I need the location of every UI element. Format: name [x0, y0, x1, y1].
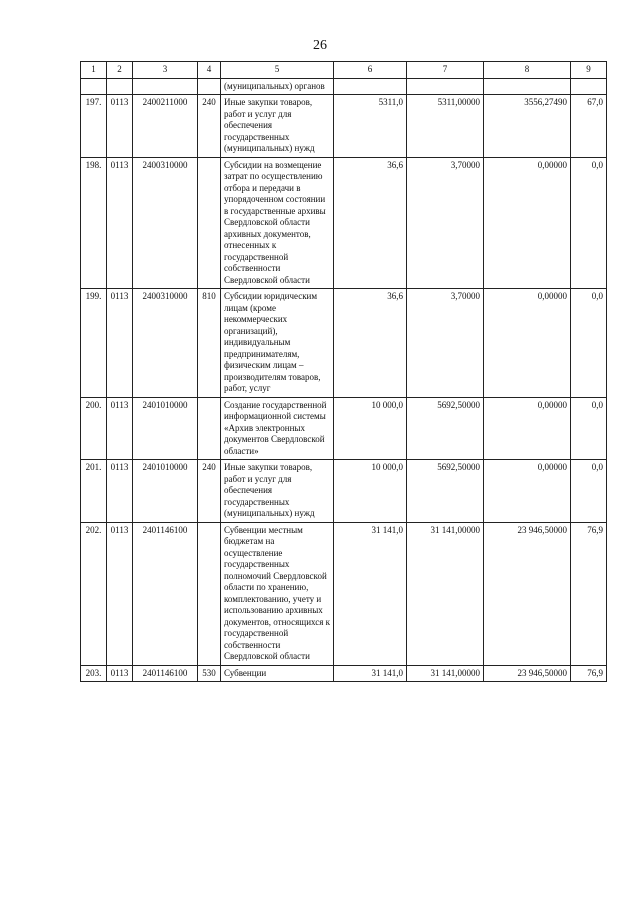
- expense-type-cell: [198, 157, 221, 289]
- plan-amount-cell: 5692,50000: [407, 397, 484, 460]
- executed-amount-cell: 0,00000: [484, 289, 571, 398]
- row-number-cell: 202.: [81, 522, 107, 665]
- value-cell: [571, 78, 607, 95]
- table-row: [81, 460, 607, 523]
- table-row: [81, 397, 607, 460]
- section-code-cell: 0113: [107, 522, 133, 665]
- execution-percent-cell: 0,0: [571, 289, 607, 398]
- section-code-cell: 0113: [107, 157, 133, 289]
- plan-amount-cell: 3,70000: [407, 157, 484, 289]
- column-header: 7: [407, 62, 484, 79]
- row-number-cell: [81, 78, 107, 95]
- page-number: 26: [313, 38, 327, 53]
- continuation-row: [81, 78, 607, 95]
- expense-type-cell: [198, 522, 221, 665]
- target-article-cell: 2400310000: [133, 289, 198, 398]
- executed-amount-cell: 0,00000: [484, 157, 571, 289]
- expense-type-cell: [198, 397, 221, 460]
- target-article-cell: 2401146100: [133, 522, 198, 665]
- executed-amount-cell: 3556,27490: [484, 95, 571, 158]
- table-row: [81, 665, 607, 682]
- target-article-cell: 2401146100: [133, 665, 198, 682]
- plan-amount-cell: 3,70000: [407, 289, 484, 398]
- name-cell: Субсидии юридическим лицам (кроме некоммерческих организаций), индивидуальным предпринимателям, физическим лицам – производителям товаров, работ, услуг: [221, 289, 334, 398]
- column-header: 2: [107, 62, 133, 79]
- name-cell: Иные закупки товаров, работ и услуг для обеспечения государственных (муниципальных) нужд: [221, 460, 334, 523]
- target-article-cell: 2400211000: [133, 95, 198, 158]
- name-cell: Иные закупки товаров, работ и услуг для обеспечения государственных (муниципальных) нужд: [221, 95, 334, 158]
- execution-percent-cell: 76,9: [571, 665, 607, 682]
- execution-percent-cell: 76,9: [571, 522, 607, 665]
- approved-amount-cell: 10 000,0: [334, 460, 407, 523]
- value-cell: [407, 78, 484, 95]
- executed-amount-cell: 0,00000: [484, 397, 571, 460]
- executed-amount-cell: 23 946,50000: [484, 665, 571, 682]
- column-header: 5: [221, 62, 334, 79]
- header-row: [81, 62, 607, 79]
- execution-percent-cell: 67,0: [571, 95, 607, 158]
- column-header: 6: [334, 62, 407, 79]
- approved-amount-cell: 36,6: [334, 289, 407, 398]
- table-row: [81, 157, 607, 289]
- approved-amount-cell: 36,6: [334, 157, 407, 289]
- column-header: 4: [198, 62, 221, 79]
- value-cell: [484, 78, 571, 95]
- table-row: [81, 289, 607, 398]
- name-cell: Субсидии на возмещение затрат по осуществлению отбора и передачи в упорядоченном состоянии в государственные архивы Свердловской области архивных документов, отнесенных к государственной собственности Свердловской области: [221, 157, 334, 289]
- row-number-cell: 199.: [81, 289, 107, 398]
- expense-type-cell: 240: [198, 95, 221, 158]
- section-code-cell: 0113: [107, 665, 133, 682]
- execution-percent-cell: 0,0: [571, 460, 607, 523]
- plan-amount-cell: 31 141,00000: [407, 522, 484, 665]
- plan-amount-cell: 5692,50000: [407, 460, 484, 523]
- target-article-cell: [133, 78, 198, 95]
- section-code-cell: [107, 78, 133, 95]
- section-code-cell: 0113: [107, 289, 133, 398]
- value-cell: [334, 78, 407, 95]
- target-article-cell: 2401010000: [133, 397, 198, 460]
- name-cell: Субвенции: [221, 665, 334, 682]
- row-number-cell: 201.: [81, 460, 107, 523]
- row-number-cell: 200.: [81, 397, 107, 460]
- name-cell: (муниципальных) органов: [221, 78, 334, 95]
- expense-type-cell: [198, 78, 221, 95]
- section-code-cell: 0113: [107, 95, 133, 158]
- plan-amount-cell: 5311,00000: [407, 95, 484, 158]
- column-header: 9: [571, 62, 607, 79]
- row-number-cell: 197.: [81, 95, 107, 158]
- approved-amount-cell: 5311,0: [334, 95, 407, 158]
- expense-type-cell: 530: [198, 665, 221, 682]
- table-row: [81, 522, 607, 665]
- target-article-cell: 2401010000: [133, 460, 198, 523]
- approved-amount-cell: 31 141,0: [334, 522, 407, 665]
- approved-amount-cell: 31 141,0: [334, 665, 407, 682]
- row-number-cell: 198.: [81, 157, 107, 289]
- row-number-cell: 203.: [81, 665, 107, 682]
- column-header: 8: [484, 62, 571, 79]
- executed-amount-cell: 23 946,50000: [484, 522, 571, 665]
- column-header: 3: [133, 62, 198, 79]
- name-cell: Создание государственной информационной системы «Архив электронных документов Свердловской области»: [221, 397, 334, 460]
- budget-table: [80, 61, 607, 682]
- section-code-cell: 0113: [107, 460, 133, 523]
- name-cell: Субвенции местным бюджетам на осуществление государственных полномочий Свердловской области по хранению, комплектованию, учету и использованию архивных документов, относящихся к государственной собственности Свердловской области: [221, 522, 334, 665]
- execution-percent-cell: 0,0: [571, 397, 607, 460]
- expense-type-cell: 240: [198, 460, 221, 523]
- approved-amount-cell: 10 000,0: [334, 397, 407, 460]
- target-article-cell: 2400310000: [133, 157, 198, 289]
- expense-type-cell: 810: [198, 289, 221, 398]
- column-header: 1: [81, 62, 107, 79]
- executed-amount-cell: 0,00000: [484, 460, 571, 523]
- section-code-cell: 0113: [107, 397, 133, 460]
- table-body: [81, 62, 607, 682]
- execution-percent-cell: 0,0: [571, 157, 607, 289]
- table-row: [81, 95, 607, 158]
- plan-amount-cell: 31 141,00000: [407, 665, 484, 682]
